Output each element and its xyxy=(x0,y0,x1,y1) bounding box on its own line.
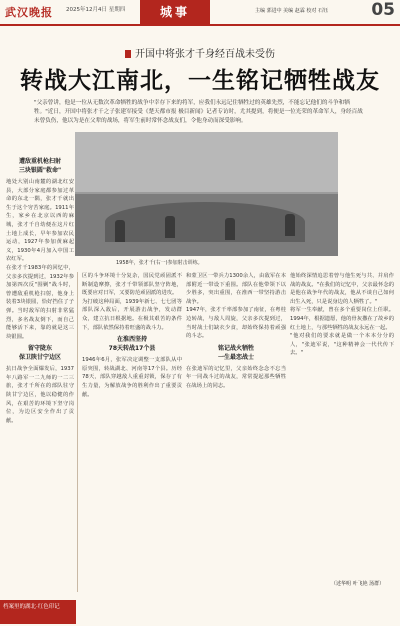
paragraph: 地处大别山南麓的湖北红安县，大部分家庭都参加过革命的东北一隅，张才千就出生于这个穷苦家庭。1911年生，家乡在北京以西的麻城，张才千自幼便在这片红土地上成长，早年参加农民运动，1927年参加黄麻起义，1930年4月加入中国工农红军。 xyxy=(6,179,74,263)
soldier-figure xyxy=(225,218,235,240)
subheading: 遭敌重机枪扫射 三块银圆"救命" xyxy=(18,158,62,174)
paragraph: 将军一生奉献，曾在多个重要岗位上任职。1994年，根据遗愿，他的骨灰撒在了故乡的红土地上，与那些牺牲的战友永远在一起。 xyxy=(290,307,394,331)
page-number: 05 xyxy=(371,0,395,20)
headline: 转战大江南北，一生铭记牺牲战友 xyxy=(20,68,380,94)
author-credit: （述华明 叶飞艳 汤群） xyxy=(331,581,385,587)
soldier-figure xyxy=(285,214,295,236)
issue-date: 2025年12月4日 星期四 xyxy=(66,7,126,13)
paragraph: 在张迪军的记忆里，父亲始终念念不忘当年一同战斗过的战友，常常提起那些牺牲在战场上的同志。 xyxy=(186,365,286,389)
paragraph: 1946年6月，张军决定调整一支部队从中原突围，转战湖北、河南等17个县。历经78天，部队穿越敌人重重封锁，保存了有生力量，为解放战争的胜利作出了重要贡献。 xyxy=(82,357,182,398)
editor-credits: 主编 郭进中 美编 赵霖 校对 石钰 xyxy=(255,8,328,14)
paragraph: 他始终深情追思着曾与他生死与共、并肩作战的战友。"在我们的记忆中，父亲最怀念的是他在战争年代的战友，他从不谈自己如何出生入死，只是说身边的人牺牲了。" xyxy=(290,273,394,305)
paragraph: 在张才千1983年的回忆中，父亲多次提到过，1932年参加第四次反"围剿"战斗时，曾遭敌重机枪扫射，他身上装着3块银圆，恰好挡住了子弹。当时敌军的扫射非常猛烈，多名战友倒下，而自己能够活下来，靠的就是这三块银圆。 xyxy=(6,264,74,340)
paragraph: 和蒙卫区一带兵力1300余人，由敌军在本部附近一带设下重围。部队在他带领下以少胜多，突出重围，在淮西一带坚持游击战争。 xyxy=(186,273,286,305)
kicker-text: 开国中将张才千身经百战未受伤 xyxy=(135,49,275,60)
paragraph: 为打破这种局面，1939年新七、七七团等部队深入敌后，开展游击战争，发动群众，建立抗日根据地。在极其艰苦的条件下，部队依然保持着旺盛的战斗力。 xyxy=(82,298,182,331)
photo-caption: 1958年，张才千(右一)参加射击训练。 xyxy=(116,260,203,266)
column-3 xyxy=(186,272,286,597)
column-divider xyxy=(77,272,78,592)
section-label: 城事 xyxy=(140,0,210,24)
masthead xyxy=(0,0,400,26)
historical-photo xyxy=(75,132,338,256)
kicker xyxy=(0,45,400,60)
paragraph: "他对我们的要求就是做一个本本分分的人，"张迪军说，"这种精神会一代代传下去。" xyxy=(290,333,394,357)
photo-mound xyxy=(105,202,305,242)
paragraph: 抗日战争全面爆发后，1937年八路军一二九师的一二三旅，张才千所在的部队驻守陕甘宁边区，他以稳健的作风，在艰苦的环境下坚守岗位，为边区安全作出了贡献。 xyxy=(6,366,74,424)
paragraph: 1947年，张才千率部参加了南征，在粤桂边转战，与敌人周旋，父亲多次提到过，当时战士们缺衣少食，却始终保持着顽强的斗志。 xyxy=(186,307,286,340)
photo-sky xyxy=(75,132,338,192)
paragraph: 区的斗争环境十分复杂，国民党顽固派不断制造摩擦，张才千带领部队坚守阵地，既要应对日军，又要防范顽固派的进攻。 xyxy=(82,273,182,297)
subheading: 铭记战火牺牲 一生最恋战士 xyxy=(217,344,254,361)
soldier-figure xyxy=(165,216,175,238)
newspaper-logo: 武汉晚报 xyxy=(5,6,53,19)
column-1 xyxy=(6,154,74,594)
soldier-figure xyxy=(115,220,125,242)
column-4 xyxy=(290,272,394,577)
footer-banner: 档案里的湖北·红色印记 xyxy=(0,600,76,624)
column-2 xyxy=(82,272,182,597)
subheading: 留守陇东 保卫陕甘宁边区 xyxy=(18,345,61,362)
kicker-marker-icon xyxy=(125,50,131,58)
subheading: 在淮西坚持 78天转战17个县 xyxy=(108,336,156,353)
lead-paragraph: "父亲曾讲，他是一位从无数次革命牺牲的战争中幸存下来的将军，应我们永远记住牺牲过的英雄先烈，不能忘记他们的斗争和牺牲。"近日，开国中将张才千之子张建军接受《楚天都市报 极目新闻》记者专访时，尤其提到，将便是一位光荣的革命军人，身经百战未曾负伤，他以为是在父辈的战场，将军生前时常怀念战友们，令他身动而深受影响。 xyxy=(34,100,363,124)
